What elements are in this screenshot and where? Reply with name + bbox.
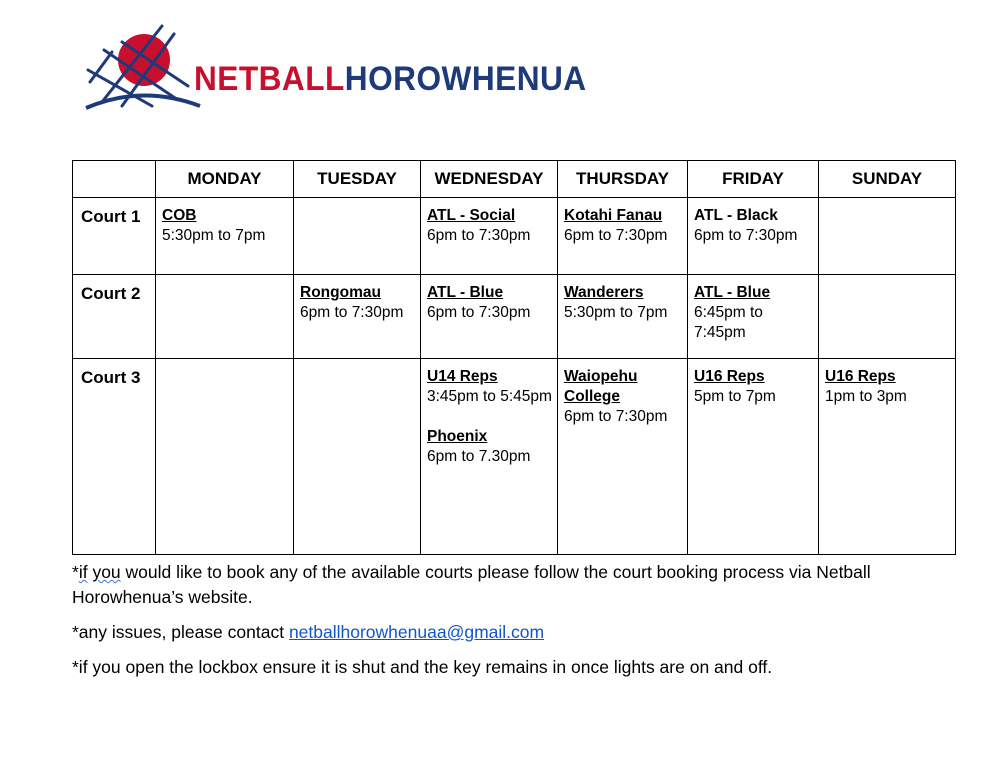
booking (427, 206, 553, 246)
schedule-cell-thursday (558, 275, 688, 359)
header-friday: FRIDAY (688, 161, 819, 198)
note-booking-if: if (78, 562, 88, 582)
schedule-cell-wednesday (421, 275, 558, 359)
netball-ball-icon (82, 22, 202, 112)
booking-time: 1pm to 3pm (825, 388, 907, 405)
schedule-cell-sunday (819, 198, 956, 275)
booking-team: Waiopehu College (564, 368, 638, 405)
note-issues-text: *any issues, please contact (72, 622, 289, 642)
note-booking-prefix: * (72, 562, 79, 582)
schedule-cell-sunday (819, 359, 956, 555)
note-booking (72, 560, 952, 610)
booking-time: 5:30pm to 7pm (564, 304, 668, 321)
booking-team: ATL - Black (694, 207, 778, 224)
logo-wordmark (194, 60, 587, 99)
booking (825, 367, 951, 407)
court-row (73, 198, 956, 275)
schedule-cell-thursday (558, 198, 688, 275)
header-thursday: THURSDAY (558, 161, 688, 198)
booking-team: U14 Reps (427, 368, 498, 385)
schedule-cell-friday (688, 198, 819, 275)
booking (694, 206, 814, 246)
booking-time: 6pm to 7:30pm (564, 227, 668, 244)
schedule-cell-wednesday (421, 359, 558, 555)
court-row (73, 275, 956, 359)
netball-horowhenua-logo (82, 22, 602, 112)
booking (162, 206, 289, 246)
booking (300, 283, 416, 323)
schedule-cell-monday (156, 275, 294, 359)
header-tuesday: TUESDAY (294, 161, 421, 198)
schedule-cell-sunday (819, 275, 956, 359)
schedule-cell-tuesday (294, 198, 421, 275)
note-booking-rest: would like to book any of the available courts please follow the court booking process via Netball Horowhenua’s website. (72, 562, 871, 607)
booking-team: Rongomau (300, 284, 381, 301)
header-sunday: SUNDAY (819, 161, 956, 198)
booking-time: 6pm to 7:30pm (300, 304, 404, 321)
header-wednesday: WEDNESDAY (421, 161, 558, 198)
court-label: Court 1 (73, 198, 156, 275)
court-schedule-table (72, 160, 956, 555)
schedule-cell-tuesday (294, 275, 421, 359)
logo-word-netball: NETBALL (194, 60, 345, 98)
court-label: Court 2 (73, 275, 156, 359)
header-monday: MONDAY (156, 161, 294, 198)
booking (564, 367, 683, 427)
booking (564, 283, 683, 323)
booking-time: 5:30pm to 7pm (162, 227, 266, 244)
court-label: Court 3 (73, 359, 156, 555)
schedule-cell-thursday (558, 359, 688, 555)
booking-team: ATL - Social (427, 207, 516, 224)
schedule-cell-monday (156, 198, 294, 275)
notes-section (72, 560, 952, 690)
note-issues (72, 620, 952, 645)
booking-team: COB (162, 207, 197, 224)
court-row (73, 359, 956, 555)
booking-time: 6pm to 7:30pm (427, 227, 531, 244)
booking-time: 6pm to 7.30pm (427, 448, 531, 465)
booking-team: ATL - Blue (694, 284, 771, 301)
booking-time: 6pm to 7:30pm (564, 408, 668, 425)
booking-time: 6pm to 7:30pm (694, 227, 798, 244)
header-row (73, 161, 956, 198)
schedule-cell-wednesday (421, 198, 558, 275)
schedule-cell-friday (688, 359, 819, 555)
booking-time: 3:45pm to 5:45pm (427, 388, 552, 405)
contact-email-link[interactable]: netballhorowhenuaa@gmail.com (288, 622, 545, 642)
booking-team: U16 Reps (694, 368, 765, 385)
booking-team: Wanderers (564, 284, 644, 301)
schedule-cell-friday (688, 275, 819, 359)
booking-time: 5pm to 7pm (694, 388, 776, 405)
booking-time: 6:45pm to 7:45pm (694, 304, 763, 341)
booking-team: U16 Reps (825, 368, 896, 385)
booking-time: 6pm to 7:30pm (427, 304, 531, 321)
note-lockbox: *if you open the lockbox ensure it is shut and the key remains in once lights are on and off. (72, 657, 773, 677)
booking (427, 367, 553, 407)
booking-team: Phoenix (427, 428, 488, 445)
booking (564, 206, 683, 246)
booking (694, 367, 814, 407)
logo-word-horowhenua: HOROWHENUA (344, 60, 587, 98)
note-booking-you: you (92, 562, 121, 582)
booking (427, 427, 553, 467)
schedule-cell-monday (156, 359, 294, 555)
booking-team: Kotahi Fanau (564, 207, 663, 224)
booking (694, 283, 814, 343)
header-corner (73, 161, 156, 198)
booking-team: ATL - Blue (427, 284, 504, 301)
booking (427, 283, 553, 323)
schedule-cell-tuesday (294, 359, 421, 555)
